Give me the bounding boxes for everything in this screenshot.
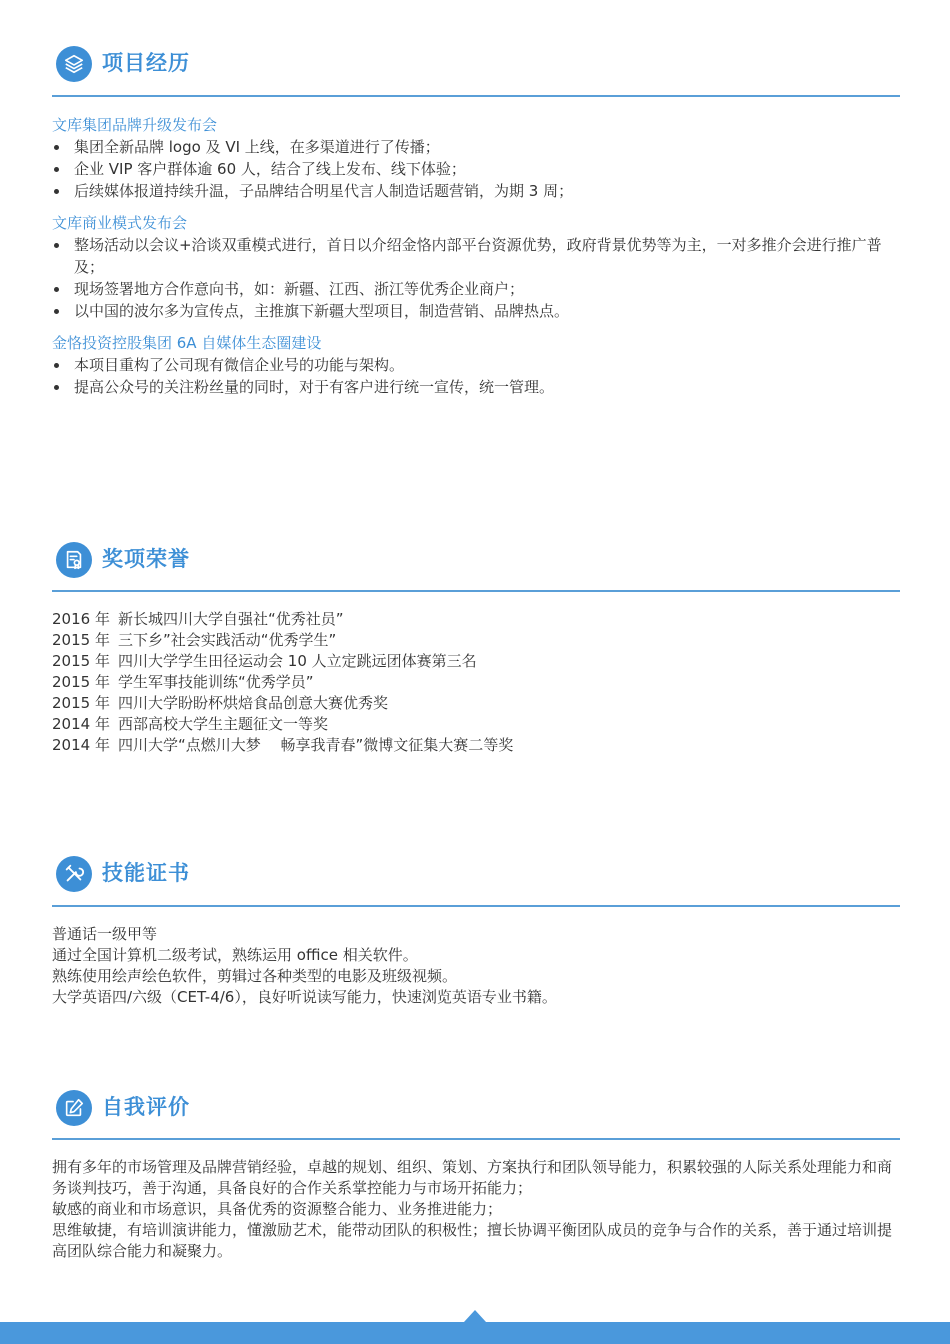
projects-header (52, 46, 900, 94)
projects-content (52, 114, 900, 398)
award-text: 学生军事技能训练“优秀学员” (118, 673, 314, 691)
award-text: 四川大学“点燃川大梦 畅享我青春”微博文征集大赛二等奖 (118, 736, 514, 754)
skills-section (52, 856, 900, 1006)
list-item: 后续媒体报道持续升温，子品牌结合明星代言人制造话题营销，为期 3 周； (52, 180, 900, 202)
self-eval-title: 自我评价 (102, 1095, 190, 1119)
projects-divider (52, 95, 900, 97)
list-item: 提高公众号的关注粉丝量的同时，对于有客户进行统一宣传，统一管理。 (52, 376, 900, 398)
self-eval-paragraph: 敏感的商业和市场意识，具备优秀的资源整合能力、业务推进能力； (52, 1200, 503, 1218)
list-item: 整场活动以会议+洽谈双重模式进行，首日以介绍金恪内部平台资源优势，政府背景优势等为主，一对多推介会进行推广普及； (52, 234, 900, 278)
certificate-icon (56, 542, 92, 578)
tools-icon (56, 856, 92, 892)
self-eval-section (52, 1090, 900, 1260)
project-group (52, 114, 900, 202)
award-year: 2014 年 (52, 715, 110, 733)
award-text: 四川大学盼盼杯烘焙食品创意大赛优秀奖 (118, 694, 389, 712)
skill-line: 熟练使用绘声绘色软件，剪辑过各种类型的电影及班级视频。 (52, 967, 458, 985)
award-year: 2014 年 (52, 736, 110, 754)
self-eval-paragraph: 思维敏捷，有培训演讲能力，懂激励艺术，能带动团队的积极性；擅长协调平衡团队成员的竞争与合作的关系，善于通过培训提高团队综合能力和凝聚力。 (52, 1221, 893, 1260)
award-year: 2015 年 (52, 673, 110, 691)
list-item: 现场签署地方合作意向书，如：新疆、江西、浙江等优秀企业商户； (52, 278, 900, 300)
award-year: 2015 年 (52, 652, 110, 670)
award-text: 四川大学学生田径运动会 10 人立定跳远团体赛第三名 (118, 652, 477, 670)
skill-line: 通过全国计算机二级考试，熟练运用 office 相关软件。 (52, 946, 418, 964)
award-text: 三下乡”社会实践活动“优秀学生” (118, 631, 337, 649)
footer-bar (0, 1322, 950, 1344)
awards-header (52, 542, 900, 590)
skills-title: 技能证书 (102, 861, 190, 885)
list-item: 企业 VIP 客户群体逾 60 人，结合了线上发布、线下体验； (52, 158, 900, 180)
project-group (52, 212, 900, 322)
award-row (52, 693, 900, 714)
award-year: 2016 年 (52, 610, 110, 628)
award-row (52, 630, 900, 651)
footer-arrow-icon (464, 1310, 486, 1322)
project-group (52, 332, 900, 398)
award-text: 新长城四川大学自强社“优秀社员” (118, 610, 344, 628)
award-row (52, 735, 900, 756)
skills-divider (52, 905, 900, 907)
award-text: 西部高校大学生主题征文一等奖 (118, 715, 329, 733)
self-eval-content (52, 1157, 900, 1262)
award-row (52, 609, 900, 630)
edit-icon (56, 1090, 92, 1126)
award-row (52, 651, 900, 672)
award-row (52, 714, 900, 735)
projects-section (52, 46, 900, 396)
award-year: 2015 年 (52, 694, 110, 712)
projects-title: 项目经历 (102, 51, 190, 75)
skill-line: 普通话一级甲等 (52, 925, 158, 943)
project-title: 文库集团品牌升级发布会 (52, 116, 218, 134)
award-row (52, 672, 900, 693)
self-eval-paragraph: 拥有多年的市场管理及品牌营销经验，卓越的规划、组织、策划、方案执行和团队领导能力，积累较强的人际关系处理能力和商务谈判技巧，善于沟通，具备良好的合作关系掌控能力与市场开拓能力； (52, 1158, 893, 1197)
self-eval-divider (52, 1138, 900, 1140)
awards-section (52, 542, 900, 754)
awards-divider (52, 590, 900, 592)
skill-line: 大学英语四/六级（CET-4/6），良好听说读写能力，快速浏览英语专业书籍。 (52, 988, 557, 1006)
awards-list (52, 609, 900, 756)
list-item: 集团全新品牌 logo 及 VI 上线，在多渠道进行了传播； (52, 136, 900, 158)
project-title: 金恪投资控股集团 6A 自媒体生态圈建设 (52, 334, 322, 352)
list-item: 以中国的波尔多为宣传点，主推旗下新疆大型项目，制造营销、品牌热点。 (52, 300, 900, 322)
project-title: 文库商业模式发布会 (52, 214, 188, 232)
skills-list (52, 924, 900, 1008)
skills-header (52, 856, 900, 904)
list-item: 本项目重构了公司现有微信企业号的功能与架构。 (52, 354, 900, 376)
award-year: 2015 年 (52, 631, 110, 649)
awards-title: 奖项荣誉 (102, 547, 190, 571)
self-eval-header (52, 1090, 900, 1138)
layers-icon (56, 46, 92, 82)
